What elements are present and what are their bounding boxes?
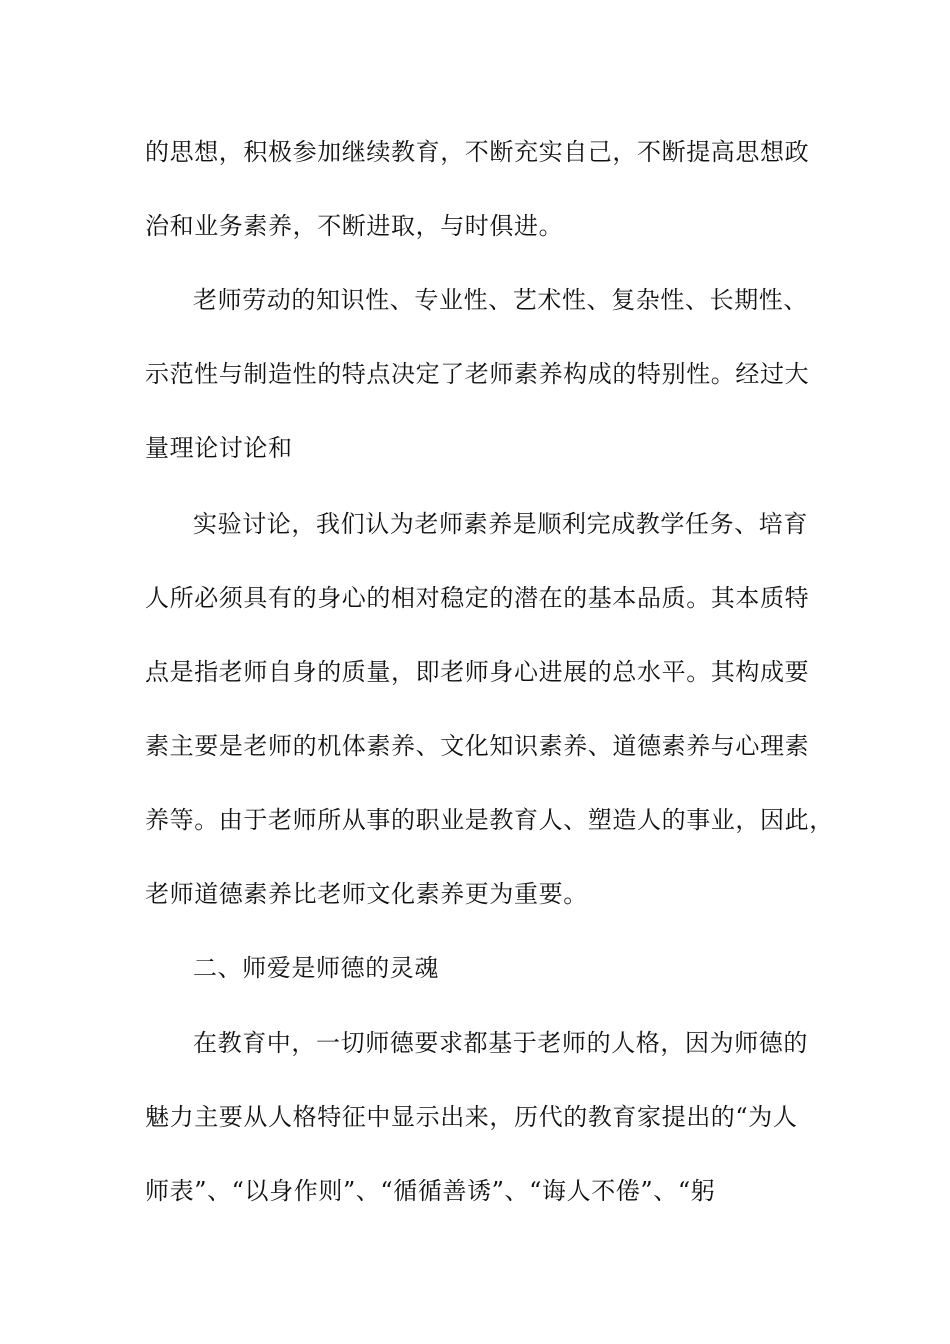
- text-line-3: 老师劳动的知识性、专业性、艺术性、复杂性、长期性、: [193, 286, 808, 314]
- text-line-14: 魅力主要从人格特征中显示出来，历代的教育家提出的“为人: [145, 1103, 798, 1131]
- text-line-1: 的思想，积极参加继续教育，不断充实自己，不断提高思想政: [145, 138, 810, 166]
- text-line-8: 点是指老师自身的质量，即老师身心进展的总水平。其构成要: [145, 658, 810, 686]
- text-line-15: 师表”、“以身作则”、“循循善诱”、“诲人不倦”、“躬: [145, 1177, 716, 1205]
- text-line-6: 实验讨论，我们认为老师素养是顺利完成教学任务、培育: [193, 510, 808, 538]
- text-line-13: 在教育中，一切师德要求都基于老师的人格，因为师德的: [193, 1029, 808, 1057]
- section-heading: 二、师爱是师德的灵魂: [193, 954, 439, 982]
- text-line-9: 素主要是老师的机体素养、文化知识素养、道德素养与心理素: [145, 732, 810, 760]
- text-line-2: 治和业务素养，不断进取，与时俱进。: [145, 212, 564, 240]
- text-line-10: 养等。由于老师所从事的职业是教育人、塑造人的事业，因此，: [145, 806, 834, 834]
- text-line-4: 示范性与制造性的特点决定了老师素养构成的特别性。经过大: [145, 360, 810, 388]
- text-line-5: 量理论讨论和: [145, 434, 293, 462]
- text-line-11: 老师道德素养比老师文化素养更为重要。: [145, 880, 588, 908]
- text-line-7: 人所必须具有的身心的相对稳定的潜在的基本品质。其本质特: [145, 584, 810, 612]
